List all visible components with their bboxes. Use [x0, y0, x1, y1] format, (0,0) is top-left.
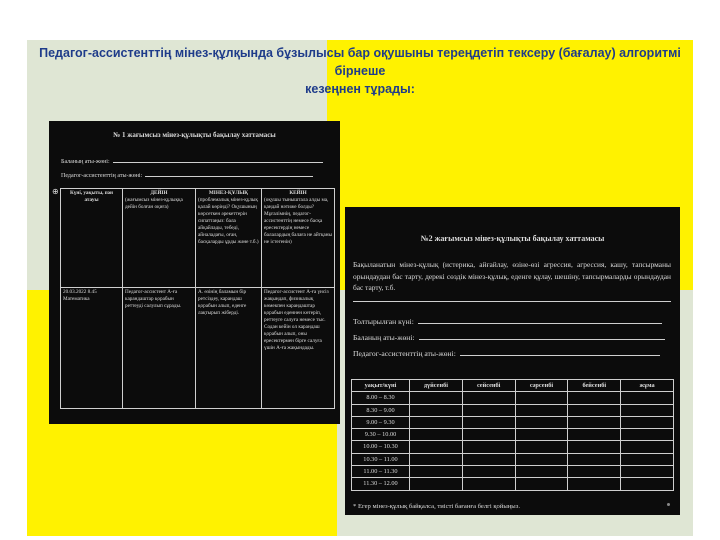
table-row [352, 429, 674, 441]
slide [27, 40, 693, 536]
observed-behavior-text: Бақыланатын мінез-құлық (истерика, айғайлау, өзіне-өзі агрессия, агрессия, кашу, тапсырманы орындаудан бас тарту, дерекі сөздік мінез-құлық, еденге құлау, шешіну, тапсырмаларды орындаудан бас тарту, т.б. [353, 260, 671, 292]
table-row [352, 441, 674, 453]
table-row [352, 466, 674, 478]
table-header-cell: КЕЙІН (оқушы тыныштала алды ма, қандай нәтиже болды? Мұғалімнің, педагог-ассистенттің немесе басқа ересектердің немесе балалардың балаға не айтқаны не істегенін) [262, 189, 335, 288]
protocol-1-title: № 1 жағымсыз мінез-құлықты бақылау хаттамасы [113, 131, 276, 139]
table-cell [568, 453, 621, 465]
table-header-cell: дүйсенбі [410, 380, 463, 392]
table-header-cell: сейсенбі [462, 380, 515, 392]
table-cell [621, 478, 674, 490]
child-name-field [61, 157, 323, 165]
table-cell [568, 416, 621, 428]
table-header-cell: бейсенбі [568, 380, 621, 392]
table-cell: Педагог-ассистент А-ға үнсіз жақындап, физикалық көмекпен карандаштар қорабын еденнен көтеріп, реттеуге салуға немесе тыс. Содан кейін ол карандаш қорабын алып, оны ересектермен бірге салуға үшін А-ға жақындады. [262, 288, 335, 409]
decorative-dot [667, 503, 670, 506]
table-cell [410, 416, 463, 428]
move-handle-icon: ⊕ [52, 187, 59, 196]
table-cell [462, 416, 515, 428]
time-cell: 11.30 – 12.00 [352, 478, 410, 490]
protocol-1-image [49, 121, 340, 424]
table-cell [621, 392, 674, 404]
table-cell [410, 429, 463, 441]
protocol-2-title: №2 жағымсыз мінез-құлықты бақылау хаттамасы [420, 234, 605, 243]
table-cell [515, 404, 568, 416]
protocol-2-image [345, 207, 680, 515]
table-cell [515, 441, 568, 453]
table-cell [621, 404, 674, 416]
table-cell [621, 453, 674, 465]
table-header-cell: жұма [621, 380, 674, 392]
table-cell [568, 392, 621, 404]
assistant-name-field [353, 349, 660, 358]
table-cell [621, 429, 674, 441]
table-row [352, 404, 674, 416]
time-cell: 9.00 – 9.30 [352, 416, 410, 428]
table-cell [410, 453, 463, 465]
table-row [352, 416, 674, 428]
table-cell [621, 466, 674, 478]
table-cell [568, 466, 621, 478]
time-cell: 8.30 – 9.00 [352, 404, 410, 416]
table-cell [410, 392, 463, 404]
table-header-row [352, 380, 674, 392]
table-cell [515, 416, 568, 428]
table-row [61, 288, 335, 409]
table-cell [410, 466, 463, 478]
table-header-cell: уақыт/күні [352, 380, 410, 392]
time-cell: 10.00 – 10.30 [352, 441, 410, 453]
slide-title [27, 44, 693, 98]
table-cell [515, 429, 568, 441]
table-cell [410, 404, 463, 416]
time-cell: 8.00 – 8.30 [352, 392, 410, 404]
table-header-row [61, 189, 335, 288]
protocol-1-table [60, 188, 335, 409]
table-cell: Педагог-ассистент А-ға карандаштар қорабын реттеуді салулып сұрады. [123, 288, 196, 409]
table-cell: А. өзінің баламын бір ретсіздеу, карандаш қорабын алып, еденге лақтырып жіберді. [196, 288, 262, 409]
table-cell [568, 429, 621, 441]
table-cell [410, 441, 463, 453]
divider [353, 301, 671, 302]
table-row [352, 453, 674, 465]
table-cell [515, 466, 568, 478]
table-header-cell: Күні, уақыты, пән атауы [61, 189, 123, 288]
slide-title-line1: Педагог-ассистенттің мінез-құлқында бұзылысы бар оқушыны тереңдетіп тексеру (бағалау) алгоритмі бірнеше [39, 46, 681, 78]
fill-date-label: Толтырылған күні: [353, 317, 414, 326]
protocol-2-table [351, 379, 674, 491]
table-row [352, 392, 674, 404]
slide-title-line2: кезеңнен тұрады: [305, 82, 415, 96]
table-cell [515, 392, 568, 404]
table-cell [462, 441, 515, 453]
table-cell [462, 404, 515, 416]
table-cell [462, 453, 515, 465]
table-header-cell: сәрсенбі [515, 380, 568, 392]
table-cell [515, 478, 568, 490]
table-row [352, 478, 674, 490]
time-cell: 11.00 – 11.30 [352, 466, 410, 478]
table-cell [621, 416, 674, 428]
table-header-cell: ДЕЙІН (жағымсыз мінез-құлыққа дейін болған оқиға) [123, 189, 196, 288]
table-cell [515, 453, 568, 465]
table-cell: 20.03.2022 8.45 Математика [61, 288, 123, 409]
child-name-field [353, 333, 665, 342]
table-cell [462, 429, 515, 441]
fill-date-field [353, 317, 662, 326]
time-cell: 10.30 – 11.00 [352, 453, 410, 465]
assistant-name-label: Педагог-ассистенттің аты-жөні: [353, 349, 456, 358]
table-cell [568, 478, 621, 490]
assistant-name-label: Педагог-ассистенттің аты-жөні: [61, 173, 143, 179]
table-cell [462, 392, 515, 404]
table-header-cell: МІНЕЗ-ҚҰЛЫҚ (проблемалық мінез-құлық қалай көрінді? Оқушының көрсеткен әрекеттерін сипаттаңыз: бала айқайлады, тебеді, айналадағы, оған, басқаларды ұрды және т.б.) [196, 189, 262, 288]
assistant-name-field [61, 171, 313, 179]
time-cell: 9.30 – 10.00 [352, 429, 410, 441]
child-name-label: Баланың аты-жөні: [61, 159, 110, 165]
table-cell [462, 478, 515, 490]
table-cell [568, 404, 621, 416]
table-cell [410, 478, 463, 490]
table-cell [462, 466, 515, 478]
footnote: * Егер мінез-құлық байқалса, тиісті бағанға белгі қойыңыз. [353, 503, 520, 510]
table-cell [621, 441, 674, 453]
child-name-label: Баланың аты-жөні: [353, 333, 415, 342]
table-cell [568, 441, 621, 453]
